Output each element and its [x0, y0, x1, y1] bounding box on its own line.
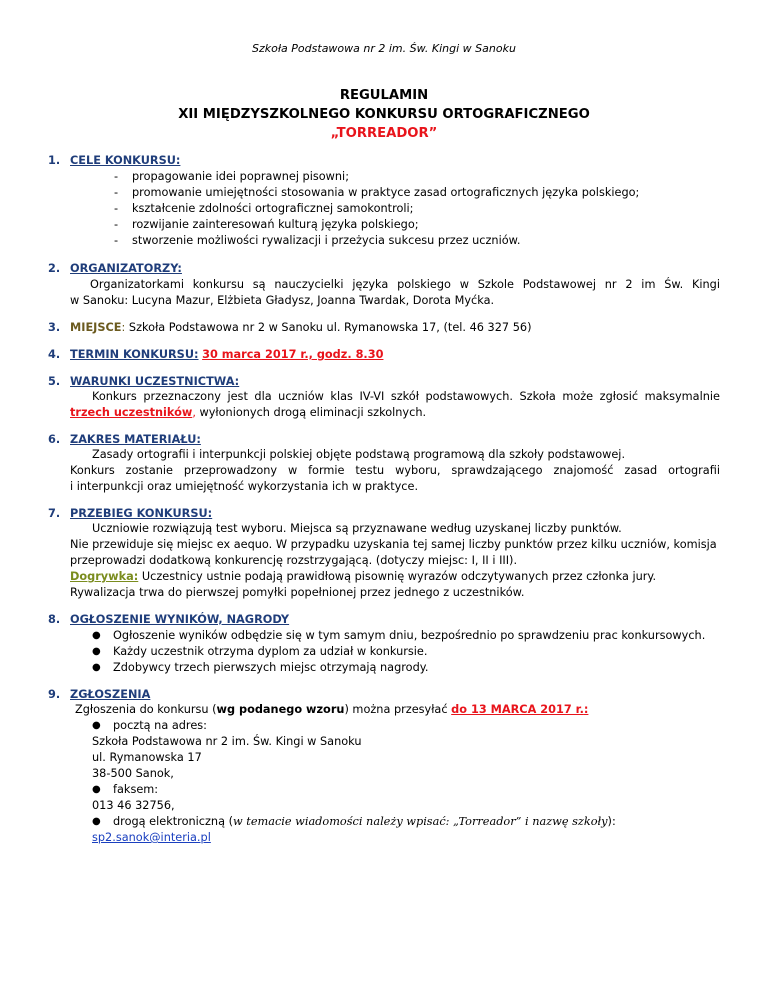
section-4-heading: TERMIN KONKURSU: — [70, 348, 199, 361]
section-4-line — [70, 348, 383, 361]
goal-item: stworzenie możliwości rywalizacji i przeżycia sukcesu przez uczniów. — [132, 234, 521, 247]
section-6-number: 6. — [48, 433, 61, 446]
section-3-number: 3. — [48, 321, 61, 334]
intro-text-a: Zgłoszenia do konkursu ( — [75, 703, 217, 716]
procedure-line-5: Rywalizacja trwa do pierwszej pomyłki popełnionej przez jednego z uczestników. — [70, 586, 525, 599]
section-9-number: 9. — [48, 688, 61, 701]
applications-intro — [75, 703, 588, 716]
email-instructions — [113, 815, 616, 828]
deadline-date: do 13 MARCA 2017 r. — [451, 703, 584, 716]
procedure-line-2: Nie przewiduje się miejsc ex aequo. W przypadku uzyskania tej samej liczby punktów przez kilku uczniów, komisja — [70, 538, 717, 551]
email-subject-note: w temacie wiadomości należy wpisać: „Torreador” i nazwę szkoły — [233, 815, 608, 828]
bullet: ● — [92, 662, 101, 673]
section-5-heading: WARUNKI UCZESTNICTWA: — [70, 375, 240, 388]
section-6-heading: ZAKRES MATERIAŁU: — [70, 433, 201, 446]
section-9-heading: ZGŁOSZENIA — [70, 688, 151, 701]
participants-comma: , — [192, 406, 196, 419]
section-7-number: 7. — [48, 507, 61, 520]
contest-date: 30 marca 2017 r., godz. 8.30 — [202, 348, 384, 361]
section-8-heading: OGŁOSZENIE WYNIKÓW, NAGRODY — [70, 613, 290, 626]
section-7-heading: PRZEBIEG KONKURSU: — [70, 507, 213, 520]
list-dash: - — [114, 218, 119, 231]
results-item: Każdy uczestnik otrzyma dyplom za udział w konkursie. — [113, 645, 428, 658]
procedure-line-1: Uczniowie rozwiązują test wyboru. Miejsca są przyznawane według uzyskanej liczby punktów. — [92, 522, 622, 535]
deadline-colon: : — [583, 703, 589, 716]
bullet: ● — [92, 816, 101, 827]
intro-text-c: ) można przesyłać — [344, 703, 452, 716]
bullet: ● — [92, 784, 101, 795]
goal-item: kształcenie zdolności ortograficznej samokontroli; — [132, 202, 414, 215]
scope-line-2: Konkurs zostanie przeprowadzony w formie testu wyboru, sprawdzającego znajomość zasad ortografii — [70, 464, 720, 477]
section-4-number: 4. — [48, 348, 61, 361]
section-3-separator: : — [121, 321, 126, 334]
section-3-heading: MIEJSCE — [70, 321, 122, 334]
section-5-number: 5. — [48, 375, 61, 388]
goal-item: rozwijanie zainteresowań kulturą języka polskiego; — [132, 218, 419, 231]
list-dash: - — [114, 202, 119, 215]
title-line-1: REGULAMIN — [339, 88, 429, 103]
organizers-line-2: w Sanoku: Lucyna Mazur, Elżbieta Gładysz, Joanna Twardak, Dorota Myćka. — [70, 294, 495, 307]
results-item: Ogłoszenie wyników odbędzie się w tym samym dniu, bezpośrednio po sprawdzeniu prac konkursowych. — [113, 629, 706, 642]
title-line-3: „TORREADOR” — [330, 126, 438, 141]
participants-count: trzech uczestników — [70, 406, 193, 419]
procedure-line-4 — [70, 570, 720, 583]
address-line-1: Szkoła Podstawowa nr 2 im. Św. Kingi w Sanoku — [92, 735, 362, 748]
scope-line-3: i interpunkcji oraz umiejętność wykorzystania ich w praktyce. — [70, 480, 419, 493]
list-dash: - — [114, 186, 119, 199]
intro-template-note: wg podanego wzoru — [216, 703, 345, 716]
title-line-2: XII MIĘDZYSZKOLNEGO KONKURSU ORTOGRAFICZNEGO — [178, 107, 590, 122]
participation-line-2 — [70, 406, 426, 419]
results-item: Zdobywcy trzech pierwszych miejsc otrzymają nagrody. — [113, 661, 429, 674]
organizers-line-1: Organizatorkami konkursu są nauczycielki języka polskiego w Szkole Podstawowej nr 2 im Św. Kingi — [90, 278, 720, 291]
section-2-number: 2. — [48, 262, 61, 275]
email-text-a: drogą elektroniczną ( — [113, 815, 234, 828]
goal-item: propagowanie idei poprawnej pisowni; — [132, 170, 349, 183]
participation-rest: wyłonionych drogą eliminacji szkolnych. — [195, 406, 427, 419]
address-line-3: 38-500 Sanok, — [92, 767, 174, 780]
section-8-number: 8. — [48, 613, 61, 626]
fax-label: faksem: — [113, 783, 159, 796]
page-header: Szkoła Podstawowa nr 2 im. Św. Kingi w Sanoku — [252, 42, 516, 55]
section-2-heading: ORGANIZATORZY: — [70, 262, 182, 275]
list-dash: - — [114, 170, 119, 183]
place-text: Szkoła Podstawowa nr 2 w Sanoku ul. Rymanowska 17, (tel. 46 327 56) — [125, 321, 532, 334]
section-3-line — [70, 321, 532, 334]
goal-item: promowanie umiejętności stosowania w praktyce zasad ortograficznych języka polskiego; — [132, 186, 640, 199]
post-label: pocztą na adres: — [113, 719, 207, 732]
email-text-c: ): — [607, 815, 616, 828]
playoff-label: Dogrywka: — [70, 570, 139, 583]
fax-number: 013 46 32756, — [92, 799, 175, 812]
scope-line-1: Zasady ortografii i interpunkcji polskiej objęte podstawą programową dla szkoły podstawowej. — [92, 448, 626, 461]
bullet: ● — [92, 646, 101, 657]
address-line-2: ul. Rymanowska 17 — [92, 751, 202, 764]
bullet: ● — [92, 630, 101, 641]
procedure-line-3: przeprowadzi dodatkową konkurencję rozstrzygającą. (dotyczy miejsc: I, II i III). — [70, 554, 518, 567]
bullet: ● — [92, 720, 101, 731]
playoff-text: Uczestnicy ustnie podają prawidłową pisownię wyrazów odczytywanych przez członka jury. — [138, 570, 657, 583]
section-1-number: 1. — [48, 154, 61, 167]
list-dash: - — [114, 234, 119, 247]
participation-line-1: Konkurs przeznaczony jest dla uczniów klas IV-VI szkół podstawowych. Szkoła może zgłosić maksymalnie — [92, 390, 720, 403]
email-link[interactable]: sp2.sanok@interia.pl — [92, 831, 211, 844]
section-1-heading: CELE KONKURSU: — [70, 154, 181, 167]
